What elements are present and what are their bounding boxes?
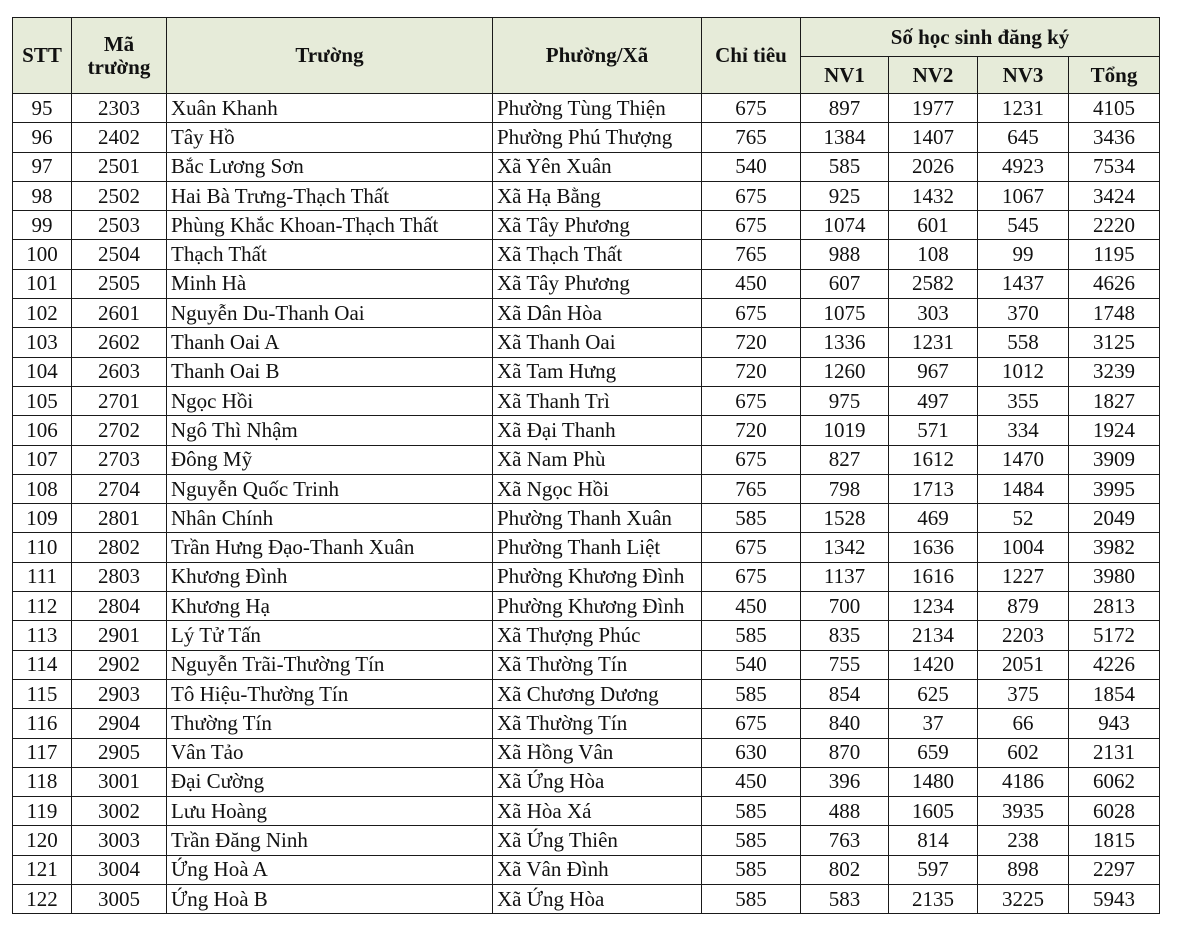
cell-nv3: 1012 <box>978 357 1069 386</box>
cell-tong: 1854 <box>1069 679 1160 708</box>
header-truong: Trường <box>167 18 493 94</box>
cell-nv1: 1019 <box>801 416 889 445</box>
cell-chi-tieu: 630 <box>702 738 801 767</box>
cell-chi-tieu: 675 <box>702 299 801 328</box>
cell-chi-tieu: 585 <box>702 679 801 708</box>
cell-tong: 3909 <box>1069 445 1160 474</box>
cell-nv3: 602 <box>978 738 1069 767</box>
table-row <box>13 650 1160 679</box>
cell-ma-truong: 2502 <box>72 181 167 210</box>
cell-tong: 2813 <box>1069 592 1160 621</box>
cell-chi-tieu: 585 <box>702 504 801 533</box>
cell-nv2: 2582 <box>889 269 978 298</box>
cell-nv3: 1227 <box>978 562 1069 591</box>
cell-truong: Ứng Hoà B <box>167 885 493 914</box>
cell-stt: 112 <box>13 592 72 621</box>
table-body <box>13 94 1160 914</box>
header-nv1: NV1 <box>801 57 889 94</box>
cell-stt: 117 <box>13 738 72 767</box>
cell-ma-truong: 2702 <box>72 416 167 445</box>
cell-ma-truong: 2603 <box>72 357 167 386</box>
cell-nv3: 238 <box>978 826 1069 855</box>
cell-truong: Phùng Khắc Khoan-Thạch Thất <box>167 211 493 240</box>
cell-nv1: 835 <box>801 621 889 650</box>
cell-ma-truong: 2703 <box>72 445 167 474</box>
cell-stt: 121 <box>13 855 72 884</box>
cell-nv2: 2134 <box>889 621 978 650</box>
table-row <box>13 299 1160 328</box>
cell-truong: Nguyễn Du-Thanh Oai <box>167 299 493 328</box>
cell-truong: Ngô Thì Nhậm <box>167 416 493 445</box>
cell-tong: 2131 <box>1069 738 1160 767</box>
cell-nv1: 988 <box>801 240 889 269</box>
cell-ma-truong: 2402 <box>72 123 167 152</box>
cell-ma-truong: 3001 <box>72 767 167 796</box>
header-nv3: NV3 <box>978 57 1069 94</box>
cell-chi-tieu: 585 <box>702 885 801 914</box>
cell-ma-truong: 3004 <box>72 855 167 884</box>
header-tong: Tổng <box>1069 57 1160 94</box>
cell-nv2: 1977 <box>889 94 978 123</box>
cell-nv2: 303 <box>889 299 978 328</box>
table-row <box>13 181 1160 210</box>
cell-tong: 1924 <box>1069 416 1160 445</box>
cell-chi-tieu: 675 <box>702 562 801 591</box>
cell-stt: 106 <box>13 416 72 445</box>
cell-nv3: 355 <box>978 386 1069 415</box>
table-row <box>13 621 1160 650</box>
cell-chi-tieu: 450 <box>702 269 801 298</box>
cell-nv2: 1616 <box>889 562 978 591</box>
cell-truong: Xuân Khanh <box>167 94 493 123</box>
cell-chi-tieu: 765 <box>702 123 801 152</box>
cell-ma-truong: 2501 <box>72 152 167 181</box>
cell-ma-truong: 2904 <box>72 709 167 738</box>
cell-truong: Đông Mỹ <box>167 445 493 474</box>
cell-nv2: 37 <box>889 709 978 738</box>
cell-truong: Khương Đình <box>167 562 493 591</box>
cell-nv3: 3225 <box>978 885 1069 914</box>
cell-truong: Vân Tảo <box>167 738 493 767</box>
cell-nv1: 1260 <box>801 357 889 386</box>
cell-nv1: 585 <box>801 152 889 181</box>
cell-nv2: 497 <box>889 386 978 415</box>
table-row <box>13 123 1160 152</box>
cell-nv1: 925 <box>801 181 889 210</box>
cell-nv2: 108 <box>889 240 978 269</box>
cell-ma-truong: 2801 <box>72 504 167 533</box>
cell-truong: Thường Tín <box>167 709 493 738</box>
cell-chi-tieu: 675 <box>702 386 801 415</box>
cell-phuong-xa: Xã Hồng Vân <box>493 738 702 767</box>
cell-ma-truong: 2601 <box>72 299 167 328</box>
table-row <box>13 826 1160 855</box>
cell-nv1: 607 <box>801 269 889 298</box>
cell-stt: 111 <box>13 562 72 591</box>
cell-truong: Hai Bà Trưng-Thạch Thất <box>167 181 493 210</box>
cell-phuong-xa: Xã Hòa Xá <box>493 797 702 826</box>
cell-tong: 4105 <box>1069 94 1160 123</box>
cell-tong: 3125 <box>1069 328 1160 357</box>
cell-nv3: 3935 <box>978 797 1069 826</box>
cell-nv2: 1420 <box>889 650 978 679</box>
table-row <box>13 357 1160 386</box>
cell-phuong-xa: Xã Ngọc Hồi <box>493 474 702 503</box>
table-row <box>13 504 1160 533</box>
cell-phuong-xa: Xã Tây Phương <box>493 269 702 298</box>
cell-nv2: 1636 <box>889 533 978 562</box>
cell-truong: Đại Cường <box>167 767 493 796</box>
cell-nv3: 2051 <box>978 650 1069 679</box>
cell-nv3: 375 <box>978 679 1069 708</box>
cell-stt: 118 <box>13 767 72 796</box>
cell-tong: 3436 <box>1069 123 1160 152</box>
cell-phuong-xa: Phường Khương Đình <box>493 592 702 621</box>
cell-tong: 7534 <box>1069 152 1160 181</box>
cell-nv3: 898 <box>978 855 1069 884</box>
cell-stt: 104 <box>13 357 72 386</box>
cell-truong: Nhân Chính <box>167 504 493 533</box>
cell-stt: 116 <box>13 709 72 738</box>
cell-chi-tieu: 720 <box>702 328 801 357</box>
cell-stt: 95 <box>13 94 72 123</box>
cell-nv3: 334 <box>978 416 1069 445</box>
cell-chi-tieu: 585 <box>702 826 801 855</box>
cell-nv2: 601 <box>889 211 978 240</box>
cell-nv3: 1484 <box>978 474 1069 503</box>
cell-chi-tieu: 540 <box>702 650 801 679</box>
cell-tong: 6062 <box>1069 767 1160 796</box>
cell-ma-truong: 2802 <box>72 533 167 562</box>
cell-tong: 2297 <box>1069 855 1160 884</box>
cell-chi-tieu: 540 <box>702 152 801 181</box>
cell-phuong-xa: Xã Thanh Trì <box>493 386 702 415</box>
cell-nv2: 1605 <box>889 797 978 826</box>
cell-tong: 6028 <box>1069 797 1160 826</box>
cell-nv3: 99 <box>978 240 1069 269</box>
cell-nv2: 659 <box>889 738 978 767</box>
cell-phuong-xa: Xã Thường Tín <box>493 709 702 738</box>
cell-truong: Minh Hà <box>167 269 493 298</box>
cell-nv1: 488 <box>801 797 889 826</box>
cell-chi-tieu: 720 <box>702 357 801 386</box>
cell-chi-tieu: 765 <box>702 474 801 503</box>
table-row <box>13 240 1160 269</box>
cell-phuong-xa: Xã Ứng Hòa <box>493 885 702 914</box>
table-row <box>13 738 1160 767</box>
cell-chi-tieu: 675 <box>702 533 801 562</box>
table-row <box>13 152 1160 181</box>
cell-nv1: 897 <box>801 94 889 123</box>
cell-phuong-xa: Xã Thượng Phúc <box>493 621 702 650</box>
registration-table-container <box>12 17 1160 914</box>
cell-nv2: 597 <box>889 855 978 884</box>
cell-truong: Ngọc Hồi <box>167 386 493 415</box>
cell-nv1: 700 <box>801 592 889 621</box>
cell-ma-truong: 3005 <box>72 885 167 914</box>
cell-nv1: 798 <box>801 474 889 503</box>
cell-phuong-xa: Xã Dân Hòa <box>493 299 702 328</box>
cell-truong: Ứng Hoà A <box>167 855 493 884</box>
cell-nv3: 2203 <box>978 621 1069 650</box>
cell-chi-tieu: 675 <box>702 445 801 474</box>
cell-nv1: 763 <box>801 826 889 855</box>
cell-stt: 120 <box>13 826 72 855</box>
header-nv2: NV2 <box>889 57 978 94</box>
cell-chi-tieu: 585 <box>702 621 801 650</box>
cell-chi-tieu: 675 <box>702 94 801 123</box>
cell-nv1: 755 <box>801 650 889 679</box>
cell-tong: 1827 <box>1069 386 1160 415</box>
cell-phuong-xa: Xã Hạ Bằng <box>493 181 702 210</box>
table-row <box>13 797 1160 826</box>
cell-nv3: 66 <box>978 709 1069 738</box>
cell-nv2: 2135 <box>889 885 978 914</box>
table-row <box>13 679 1160 708</box>
cell-ma-truong: 2701 <box>72 386 167 415</box>
cell-stt: 97 <box>13 152 72 181</box>
cell-tong: 1195 <box>1069 240 1160 269</box>
cell-nv3: 545 <box>978 211 1069 240</box>
cell-truong: Lý Tử Tấn <box>167 621 493 650</box>
cell-nv1: 1336 <box>801 328 889 357</box>
cell-chi-tieu: 720 <box>702 416 801 445</box>
cell-stt: 107 <box>13 445 72 474</box>
cell-ma-truong: 2903 <box>72 679 167 708</box>
cell-nv1: 1075 <box>801 299 889 328</box>
cell-chi-tieu: 450 <box>702 767 801 796</box>
cell-tong: 1815 <box>1069 826 1160 855</box>
cell-phuong-xa: Xã Yên Xuân <box>493 152 702 181</box>
cell-nv3: 4923 <box>978 152 1069 181</box>
cell-stt: 105 <box>13 386 72 415</box>
cell-tong: 5172 <box>1069 621 1160 650</box>
cell-stt: 122 <box>13 885 72 914</box>
table-row <box>13 269 1160 298</box>
cell-truong: Thạch Thất <box>167 240 493 269</box>
cell-ma-truong: 2503 <box>72 211 167 240</box>
cell-nv1: 396 <box>801 767 889 796</box>
cell-stt: 103 <box>13 328 72 357</box>
cell-phuong-xa: Xã Thường Tín <box>493 650 702 679</box>
table-row <box>13 562 1160 591</box>
cell-tong: 1748 <box>1069 299 1160 328</box>
cell-ma-truong: 3002 <box>72 797 167 826</box>
cell-ma-truong: 2505 <box>72 269 167 298</box>
cell-phuong-xa: Xã Thạch Thất <box>493 240 702 269</box>
cell-phuong-xa: Xã Tây Phương <box>493 211 702 240</box>
cell-nv2: 1713 <box>889 474 978 503</box>
cell-truong: Trần Hưng Đạo-Thanh Xuân <box>167 533 493 562</box>
cell-chi-tieu: 675 <box>702 709 801 738</box>
cell-phuong-xa: Phường Thanh Xuân <box>493 504 702 533</box>
cell-truong: Tô Hiệu-Thường Tín <box>167 679 493 708</box>
cell-phuong-xa: Phường Tùng Thiện <box>493 94 702 123</box>
header-stt: STT <box>13 18 72 94</box>
cell-phuong-xa: Xã Vân Đình <box>493 855 702 884</box>
cell-nv1: 975 <box>801 386 889 415</box>
table-row <box>13 94 1160 123</box>
cell-nv1: 1137 <box>801 562 889 591</box>
cell-tong: 4626 <box>1069 269 1160 298</box>
table-row <box>13 211 1160 240</box>
cell-chi-tieu: 675 <box>702 211 801 240</box>
cell-ma-truong: 2704 <box>72 474 167 503</box>
registration-table <box>12 17 1160 914</box>
cell-truong: Bắc Lương Sơn <box>167 152 493 181</box>
cell-phuong-xa: Phường Khương Đình <box>493 562 702 591</box>
cell-truong: Lưu Hoàng <box>167 797 493 826</box>
cell-nv2: 625 <box>889 679 978 708</box>
cell-ma-truong: 2902 <box>72 650 167 679</box>
cell-nv2: 1231 <box>889 328 978 357</box>
cell-nv3: 1231 <box>978 94 1069 123</box>
cell-tong: 4226 <box>1069 650 1160 679</box>
cell-tong: 3239 <box>1069 357 1160 386</box>
cell-stt: 101 <box>13 269 72 298</box>
cell-nv1: 1384 <box>801 123 889 152</box>
cell-nv2: 2026 <box>889 152 978 181</box>
cell-ma-truong: 2602 <box>72 328 167 357</box>
cell-stt: 99 <box>13 211 72 240</box>
cell-stt: 98 <box>13 181 72 210</box>
cell-nv1: 1342 <box>801 533 889 562</box>
cell-nv2: 967 <box>889 357 978 386</box>
cell-tong: 3980 <box>1069 562 1160 591</box>
header-so-hoc-sinh: Số học sinh đăng ký <box>801 18 1160 57</box>
cell-nv1: 870 <box>801 738 889 767</box>
cell-nv2: 1234 <box>889 592 978 621</box>
cell-phuong-xa: Phường Thanh Liệt <box>493 533 702 562</box>
cell-phuong-xa: Xã Nam Phù <box>493 445 702 474</box>
cell-phuong-xa: Xã Tam Hưng <box>493 357 702 386</box>
cell-nv2: 1407 <box>889 123 978 152</box>
cell-phuong-xa: Phường Phú Thượng <box>493 123 702 152</box>
cell-stt: 109 <box>13 504 72 533</box>
cell-ma-truong: 2804 <box>72 592 167 621</box>
cell-nv1: 583 <box>801 885 889 914</box>
cell-ma-truong: 2504 <box>72 240 167 269</box>
cell-nv2: 814 <box>889 826 978 855</box>
cell-stt: 102 <box>13 299 72 328</box>
cell-truong: Nguyễn Quốc Trinh <box>167 474 493 503</box>
cell-chi-tieu: 675 <box>702 181 801 210</box>
table-row <box>13 592 1160 621</box>
header-ma-truong: Mã trường <box>72 18 167 94</box>
cell-nv3: 879 <box>978 592 1069 621</box>
cell-stt: 114 <box>13 650 72 679</box>
cell-ma-truong: 2803 <box>72 562 167 591</box>
cell-nv1: 827 <box>801 445 889 474</box>
cell-nv2: 1612 <box>889 445 978 474</box>
table-row <box>13 855 1160 884</box>
table-row <box>13 709 1160 738</box>
header-chi-tieu: Chỉ tiêu <box>702 18 801 94</box>
cell-ma-truong: 2901 <box>72 621 167 650</box>
cell-phuong-xa: Xã Chương Dương <box>493 679 702 708</box>
cell-phuong-xa: Xã Đại Thanh <box>493 416 702 445</box>
cell-nv1: 1528 <box>801 504 889 533</box>
cell-stt: 113 <box>13 621 72 650</box>
cell-tong: 3995 <box>1069 474 1160 503</box>
cell-tong: 3982 <box>1069 533 1160 562</box>
cell-nv3: 1437 <box>978 269 1069 298</box>
table-row <box>13 328 1160 357</box>
cell-tong: 2220 <box>1069 211 1160 240</box>
table-row <box>13 533 1160 562</box>
cell-truong: Tây Hồ <box>167 123 493 152</box>
cell-stt: 115 <box>13 679 72 708</box>
cell-nv1: 854 <box>801 679 889 708</box>
table-row <box>13 416 1160 445</box>
cell-nv3: 370 <box>978 299 1069 328</box>
cell-truong: Thanh Oai A <box>167 328 493 357</box>
cell-truong: Thanh Oai B <box>167 357 493 386</box>
cell-phuong-xa: Xã Ứng Thiên <box>493 826 702 855</box>
cell-nv3: 1004 <box>978 533 1069 562</box>
cell-stt: 110 <box>13 533 72 562</box>
cell-nv3: 52 <box>978 504 1069 533</box>
cell-chi-tieu: 585 <box>702 797 801 826</box>
cell-phuong-xa: Xã Thanh Oai <box>493 328 702 357</box>
cell-ma-truong: 3003 <box>72 826 167 855</box>
cell-chi-tieu: 765 <box>702 240 801 269</box>
cell-tong: 3424 <box>1069 181 1160 210</box>
cell-nv3: 1067 <box>978 181 1069 210</box>
table-header <box>13 18 1160 94</box>
table-row <box>13 386 1160 415</box>
cell-tong: 943 <box>1069 709 1160 738</box>
cell-nv2: 1480 <box>889 767 978 796</box>
cell-nv3: 558 <box>978 328 1069 357</box>
table-row <box>13 445 1160 474</box>
table-row <box>13 767 1160 796</box>
cell-nv2: 1432 <box>889 181 978 210</box>
cell-tong: 5943 <box>1069 885 1160 914</box>
cell-truong: Nguyễn Trãi-Thường Tín <box>167 650 493 679</box>
cell-nv1: 840 <box>801 709 889 738</box>
cell-stt: 119 <box>13 797 72 826</box>
cell-nv1: 1074 <box>801 211 889 240</box>
cell-truong: Khương Hạ <box>167 592 493 621</box>
cell-nv3: 1470 <box>978 445 1069 474</box>
table-row <box>13 474 1160 503</box>
header-phuong-xa: Phường/Xã <box>493 18 702 94</box>
cell-stt: 108 <box>13 474 72 503</box>
cell-stt: 100 <box>13 240 72 269</box>
cell-nv3: 4186 <box>978 767 1069 796</box>
cell-tong: 2049 <box>1069 504 1160 533</box>
cell-ma-truong: 2303 <box>72 94 167 123</box>
cell-ma-truong: 2905 <box>72 738 167 767</box>
cell-nv2: 469 <box>889 504 978 533</box>
cell-stt: 96 <box>13 123 72 152</box>
cell-chi-tieu: 450 <box>702 592 801 621</box>
cell-nv1: 802 <box>801 855 889 884</box>
cell-nv3: 645 <box>978 123 1069 152</box>
cell-truong: Trần Đăng Ninh <box>167 826 493 855</box>
table-row <box>13 885 1160 914</box>
cell-nv2: 571 <box>889 416 978 445</box>
cell-phuong-xa: Xã Ứng Hòa <box>493 767 702 796</box>
cell-chi-tieu: 585 <box>702 855 801 884</box>
